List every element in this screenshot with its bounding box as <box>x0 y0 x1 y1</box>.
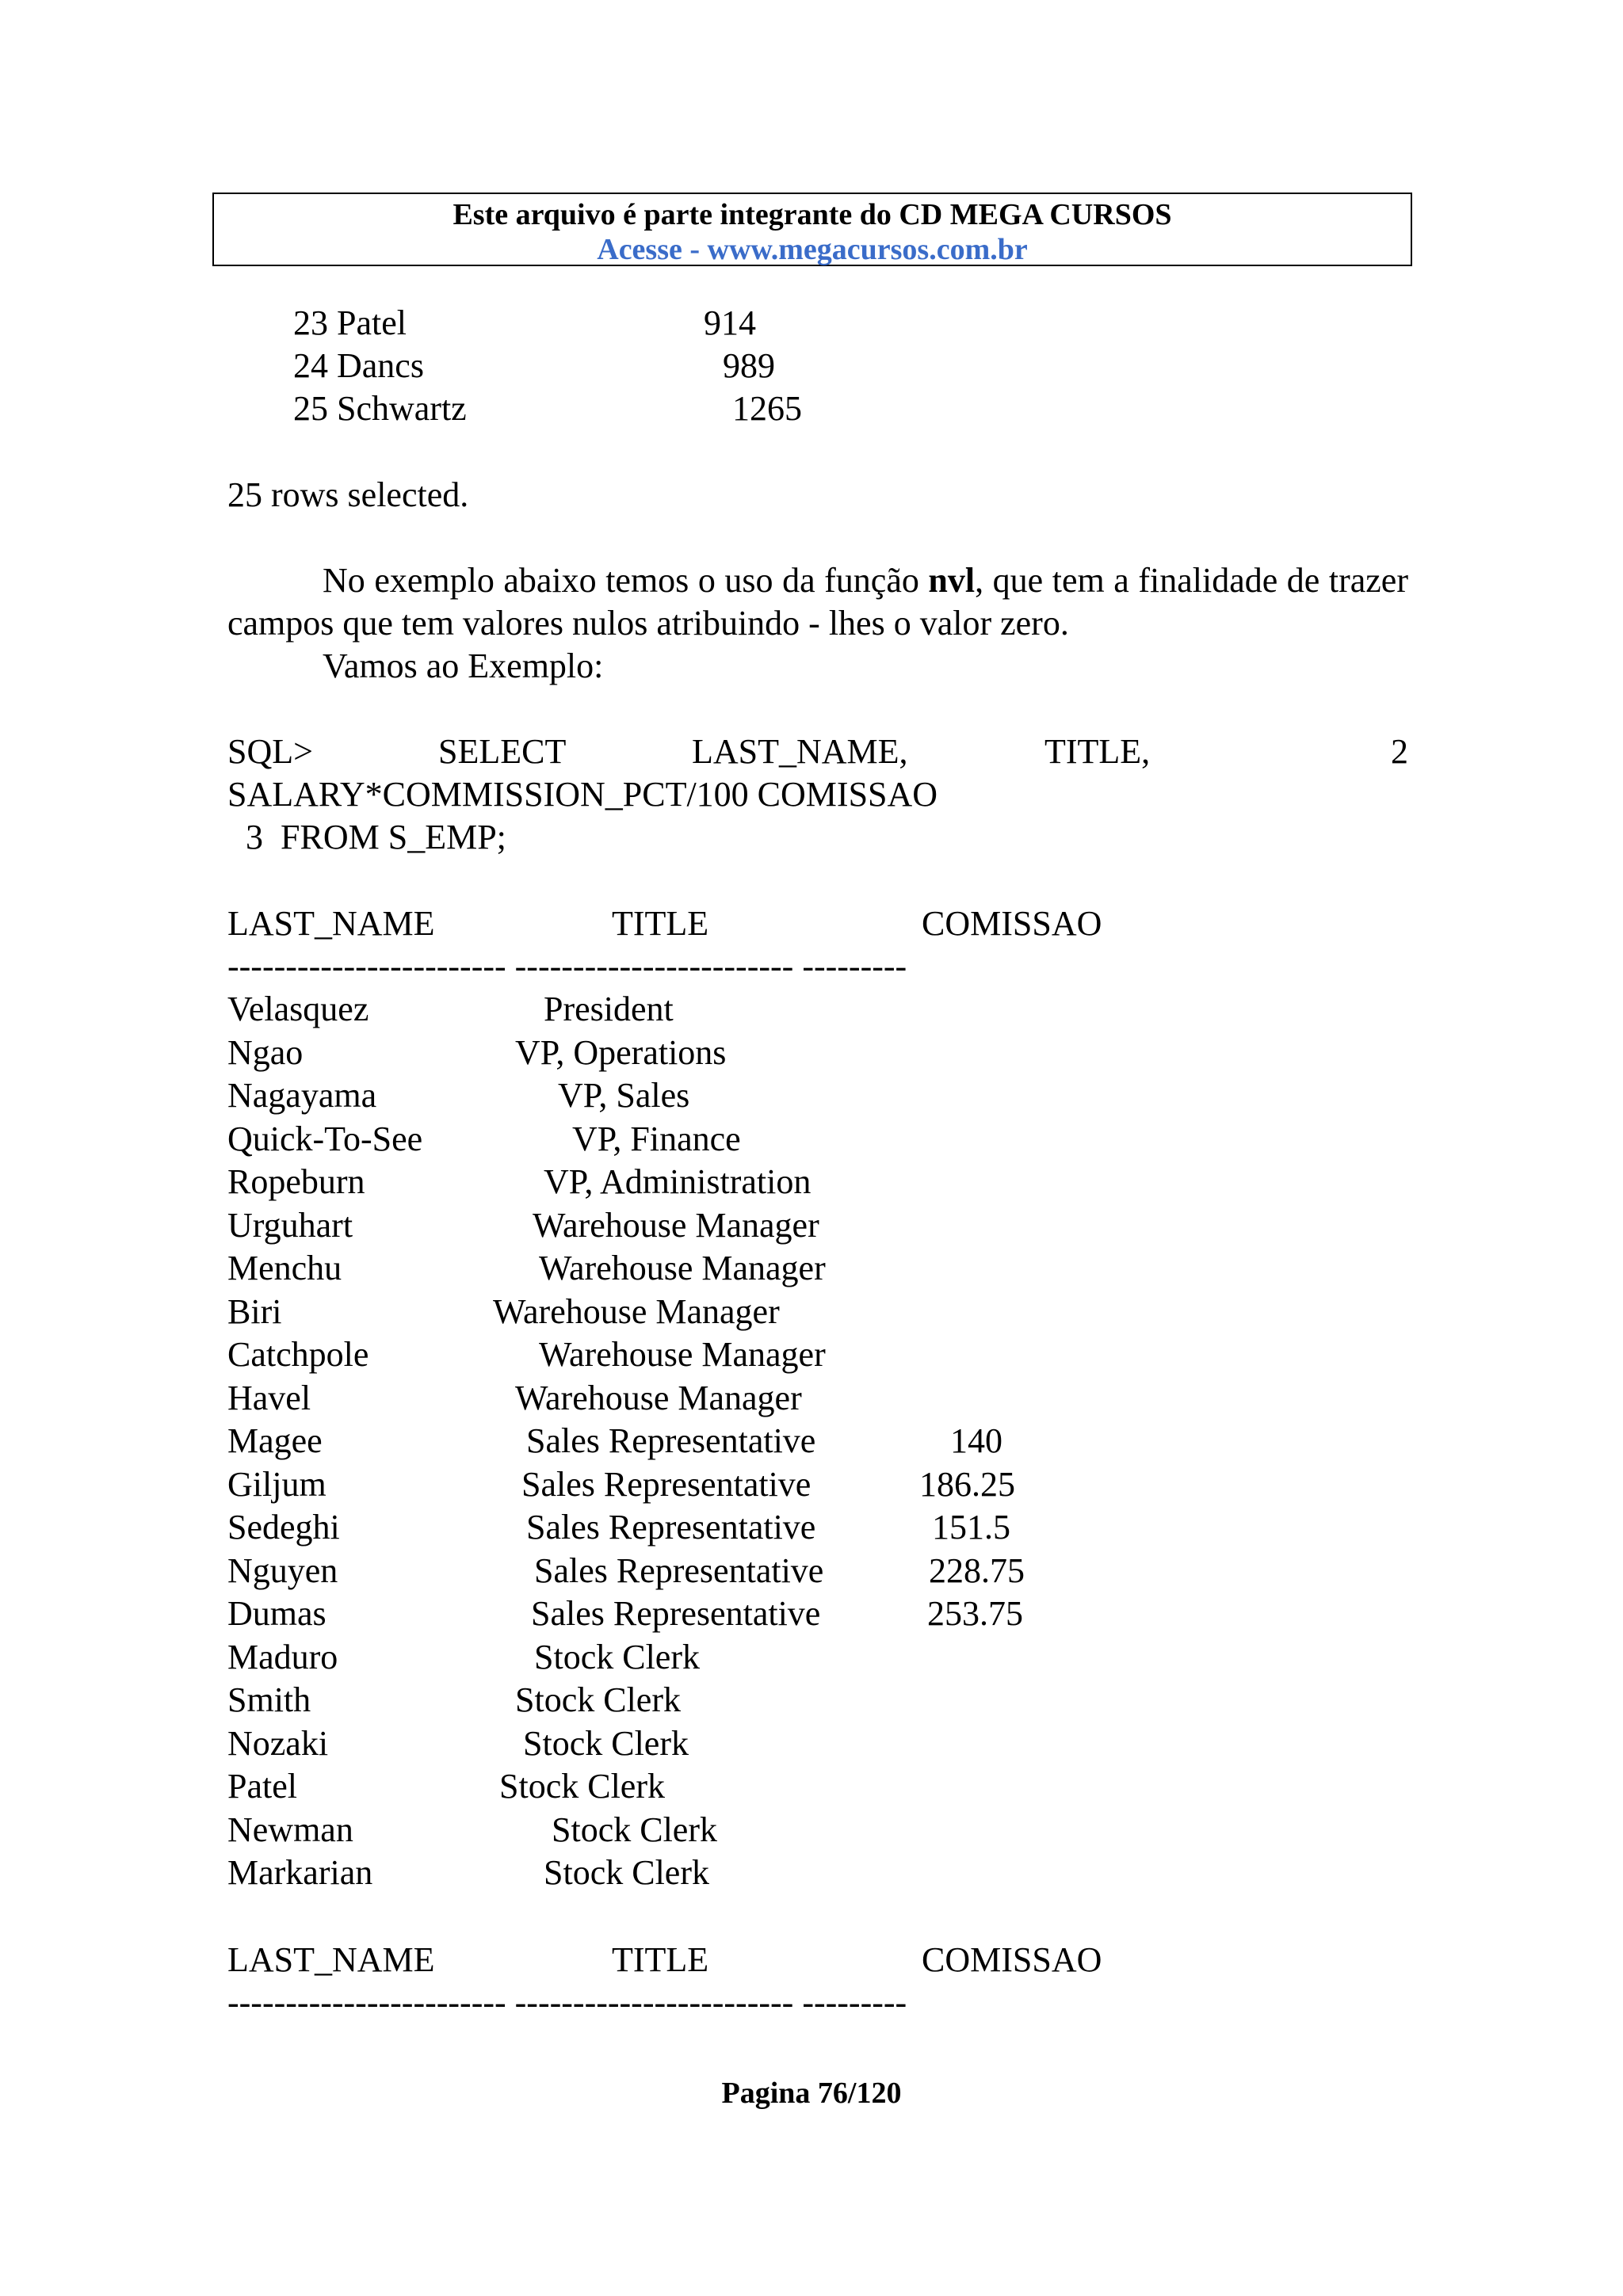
employee-last-name: Catchpole <box>227 1335 369 1374</box>
employee-title: Stock Clerk <box>544 1853 709 1892</box>
employee-last-name: Velasquez <box>227 990 369 1028</box>
employee-title: VP, Finance <box>572 1119 741 1158</box>
sql-line: SALARY*COMMISSION_PCT/100 COMISSAO <box>227 775 938 814</box>
employee-last-name: Newman <box>227 1810 353 1849</box>
employee-title: Stock Clerk <box>552 1810 717 1849</box>
paragraph-text: , que tem a finalidade de trazer campos que tem valores nulos atribuindo - lhes o valor zero. <box>227 561 1408 643</box>
employee-last-name: Dumas <box>227 1594 327 1633</box>
employee-title: Sales Representative <box>534 1550 824 1590</box>
column-header-title: TITLE <box>612 1940 709 1979</box>
employee-title: Warehouse Manager <box>515 1378 802 1417</box>
top-row-value: 1265 <box>732 389 802 428</box>
employee-title: Warehouse Manager <box>539 1249 826 1287</box>
employee-title: Sales Representative <box>521 1464 812 1504</box>
employee-title: Sales Representative <box>526 1421 816 1460</box>
employee-last-name: Markarian <box>227 1853 373 1892</box>
employee-title: Stock Clerk <box>499 1767 665 1806</box>
employee-last-name: Nozaki <box>227 1723 329 1763</box>
employee-title: Stock Clerk <box>534 1637 700 1676</box>
column-header-comissao: COMISSAO <box>922 904 1102 943</box>
employee-title: Warehouse Manager <box>533 1205 819 1245</box>
employee-title: Warehouse Manager <box>493 1291 780 1331</box>
employee-comissao: 228.75 <box>929 1550 1025 1590</box>
column-header-title: TITLE <box>612 904 709 943</box>
employee-comissao: 253.75 <box>927 1594 1023 1633</box>
employee-title: Stock Clerk <box>515 1680 681 1719</box>
column-header-last-name: LAST_NAME <box>227 904 435 943</box>
employee-last-name: Smith <box>227 1680 311 1719</box>
top-row-rank: 24 Dancs <box>293 346 424 385</box>
top-row-value: 989 <box>723 346 775 385</box>
header-box <box>212 193 1412 266</box>
sql-line-number: 2 <box>1391 732 1408 771</box>
employee-title: Sales Representative <box>531 1594 821 1633</box>
top-row-value: 914 <box>704 303 756 342</box>
sql-select: SELECT <box>438 732 567 771</box>
sql-line: 3 FROM S_EMP; <box>246 818 506 856</box>
employee-last-name: Maduro <box>227 1637 338 1676</box>
employee-title: President <box>544 990 674 1028</box>
employee-last-name: Nguyen <box>227 1550 338 1590</box>
nvl-keyword: nvl <box>928 561 976 600</box>
employee-comissao: 186.25 <box>919 1464 1015 1504</box>
employee-title: Warehouse Manager <box>539 1335 826 1374</box>
example-intro: Vamos ao Exemplo: <box>323 646 604 685</box>
employee-last-name: Ropeburn <box>227 1162 365 1201</box>
sql-prompt: SQL> <box>227 732 313 771</box>
employee-last-name: Quick-To-See <box>227 1119 423 1158</box>
header-link: Acesse - www.megacursos.com.br <box>597 233 1028 266</box>
employee-last-name: Magee <box>227 1421 323 1460</box>
employee-comissao: 151.5 <box>932 1508 1010 1547</box>
paragraph-text: No exemplo abaixo temos o uso da função <box>323 561 929 600</box>
nvl-paragraph <box>227 559 1408 645</box>
top-row-rank: 25 Schwartz <box>293 389 467 428</box>
rows-selected: 25 rows selected. <box>227 475 469 514</box>
employee-title: VP, Operations <box>515 1032 727 1072</box>
column-header-comissao: COMISSAO <box>922 1940 1102 1979</box>
employee-last-name: Biri <box>227 1291 282 1331</box>
sql-column: TITLE, <box>1044 732 1151 771</box>
employee-title: Sales Representative <box>526 1508 816 1547</box>
employee-title: Stock Clerk <box>523 1723 689 1763</box>
column-header-last-name: LAST_NAME <box>227 1940 435 1979</box>
employee-last-name: Havel <box>227 1378 311 1417</box>
header-title: Este arquivo é parte integrante do CD MEGA CURSOS <box>453 198 1172 231</box>
column-separator: ------------------------ ------------------------ --------- <box>227 1983 907 2022</box>
page-number: Pagina 76/120 <box>721 2077 902 2110</box>
employee-title: VP, Sales <box>558 1076 690 1115</box>
employee-last-name: Giljum <box>227 1464 327 1504</box>
employee-last-name: Sedeghi <box>227 1508 340 1547</box>
employee-last-name: Ngao <box>227 1032 304 1072</box>
employee-title: VP, Administration <box>544 1162 812 1201</box>
employee-last-name: Urguhart <box>227 1205 353 1245</box>
employee-comissao: 140 <box>950 1421 1002 1460</box>
top-row-rank: 23 Patel <box>293 303 407 342</box>
column-separator: ------------------------ ------------------------ --------- <box>227 947 907 986</box>
employee-last-name: Nagayama <box>227 1076 377 1115</box>
sql-column: LAST_NAME, <box>692 732 908 771</box>
employee-last-name: Patel <box>227 1767 297 1806</box>
employee-last-name: Menchu <box>227 1249 342 1287</box>
